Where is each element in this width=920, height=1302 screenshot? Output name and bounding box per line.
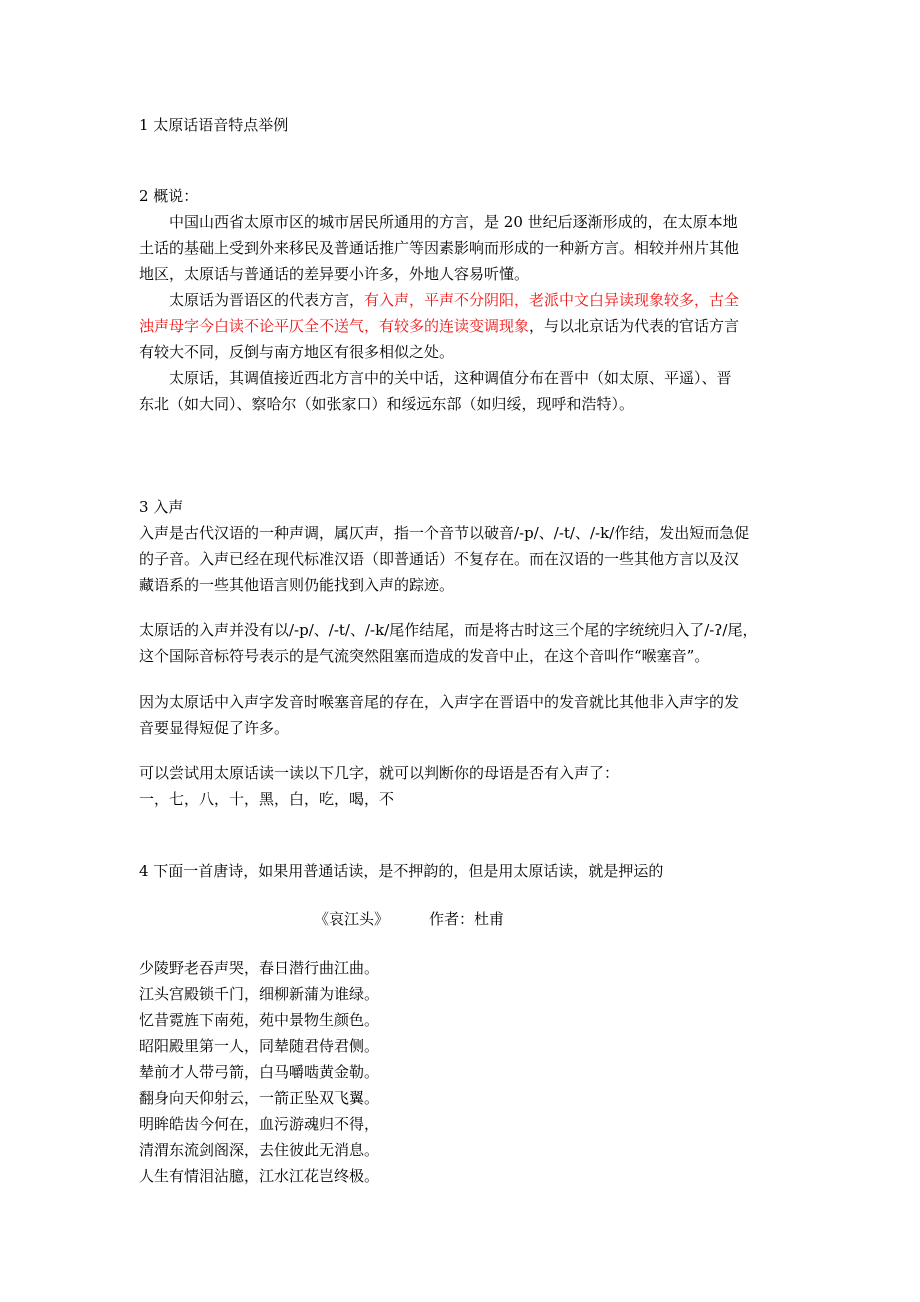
poem-line: 昭阳殿里第一人，同辇随君侍君侧。 — [139, 1037, 380, 1055]
paragraph-line — [139, 287, 789, 313]
poem-line: 少陵野老吞声哭，春日潜行曲江曲。 — [139, 959, 380, 977]
poem-title: 《哀江头》 — [314, 910, 390, 928]
section-1-heading: 1 太原话语音特点举例 — [139, 116, 289, 134]
paragraph-line: 音要显得短促了许多。 — [139, 719, 290, 737]
poem-header — [139, 906, 789, 932]
paragraph-line: 有较大不同，反倒与南方地区有很多相似之处。 — [139, 343, 455, 361]
section-4 — [139, 858, 789, 884]
paragraph-line: 太原话的入声并没有以/-p/、/-t/、/-k/尾作结尾，而是将古时这三个尾的字统统归入了/-ʔ/尾， — [139, 621, 758, 639]
poem-line: 辇前才人带弓箭，白马嚼啮黄金勒。 — [139, 1063, 380, 1081]
paragraph-line: 土话的基础上受到外来移民及普通话推广等因素影响而形成的一种新方言。相较并州片其他 — [139, 239, 740, 257]
section-3-paragraph-3 — [139, 689, 789, 741]
paragraph-line: 东北（如大同）、察哈尔（如张家口）和绥远东部（如归绥，现呼和浩特）。 — [139, 395, 635, 413]
highlighted-text: 浊声母字今白读不论平仄全不送气，有较多的连读变调现象 — [139, 317, 530, 335]
poem-line: 忆昔霓旌下南苑，苑中景物生颜色。 — [139, 1011, 380, 1029]
paragraph-line: 因为太原话中入声字发音时喉塞音尾的存在，入声字在晋语中的发音就比其他非入声字的发 — [139, 693, 740, 711]
paragraph-line: 中国山西省太原市区的城市居民所通用的方言，是 20 世纪后逐渐形成的，在太原本地 — [139, 213, 738, 231]
section-3-heading: 3 入声 — [139, 498, 184, 516]
paragraph-line: 地区，太原话与普通话的差异要小许多，外地人容易听懂。 — [139, 265, 530, 283]
section-4-heading: 4 下面一首唐诗，如果用普通话读，是不押韵的，但是用太原话读，就是押运的 — [139, 862, 664, 880]
section-2-heading: 2 概说： — [139, 187, 199, 205]
poem-line: 明眸皓齿今何在，血污游魂归不得， — [139, 1115, 380, 1133]
character-list: 一，七，八，十，黑，白，吃，喝，不 — [139, 790, 395, 808]
plain-text: 太原话为晋语区的代表方言， — [139, 291, 365, 309]
section-1 — [139, 112, 789, 138]
paragraph-line: 藏语系的一些其他语言则仍能找到入声的踪迹。 — [139, 576, 455, 594]
paragraph-line: 太原话，其调值接近西北方言中的关中话，这种调值分布在晋中（如太原、平遥）、晋 — [139, 369, 732, 387]
paragraph-line: 这个国际音标符号表示的是气流突然阻塞而造成的发音中止，在这个音叫作“喉塞音”。 — [139, 647, 710, 665]
section-3-paragraph-4 — [139, 760, 789, 812]
poem-author: 作者：杜甫 — [429, 910, 505, 928]
section-2 — [139, 183, 789, 417]
poem-line: 人生有情泪沾臆，江水江花岂终极。 — [139, 1167, 380, 1185]
plain-text: ，与以北京话为代表的官话方言 — [529, 317, 740, 335]
section-3-paragraph-2 — [139, 617, 789, 669]
poem-body — [139, 955, 789, 1189]
highlighted-text: 有入声，平声不分阴阳，老派中文白异读现象较多，古全 — [364, 291, 740, 309]
paragraph-line: 可以尝试用太原话读一读以下几字，就可以判断你的母语是否有入声了： — [139, 764, 620, 782]
poem-line: 翻身向天仰射云，一箭正坠双飞翼。 — [139, 1089, 380, 1107]
poem-line: 江头宫殿锁千门，细柳新蒲为谁绿。 — [139, 985, 380, 1003]
paragraph-line — [139, 313, 789, 339]
paragraph-line: 入声是古代汉语的一种声调，属仄声，指一个音节以破音/-p/、/-t/、/-k/作结，发出短而急促 — [139, 524, 750, 542]
poem-line: 清渭东流剑阁深，去住彼此无消息。 — [139, 1141, 380, 1159]
paragraph-line: 的子音。入声已经在现代标准汉语（即普通话）不复存在。而在汉语的一些其他方言以及汉 — [139, 550, 740, 568]
section-3 — [139, 494, 789, 598]
